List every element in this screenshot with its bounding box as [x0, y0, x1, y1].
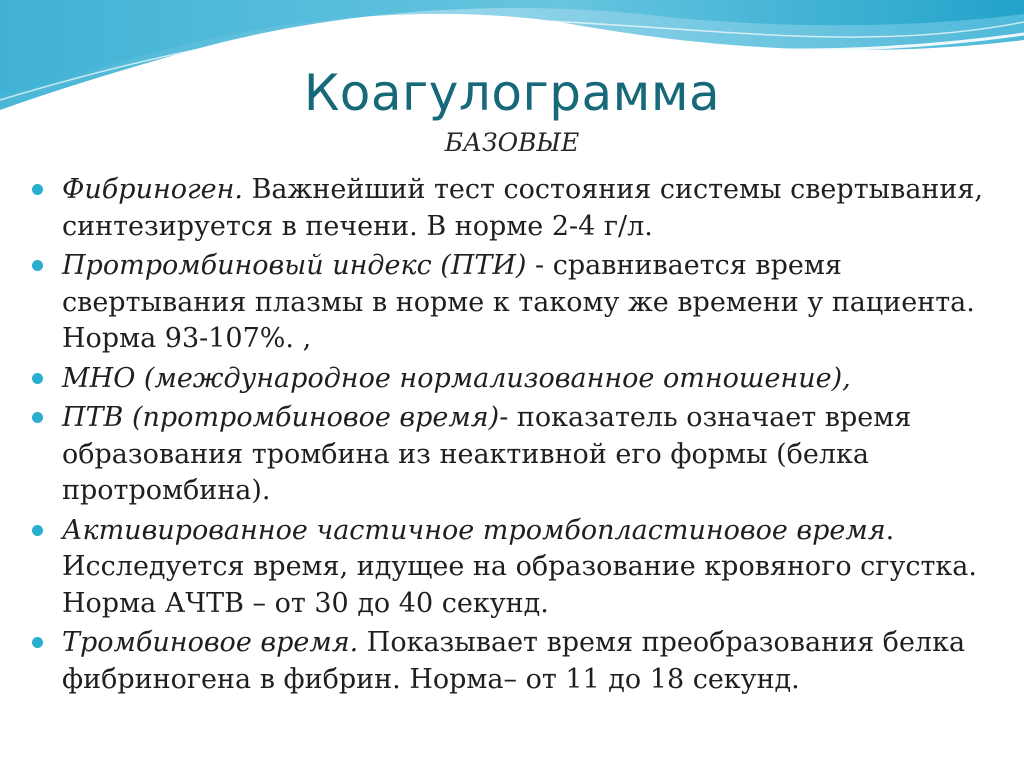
item-text: - сравнивается время свертывания плазмы в норме к такому же времени у пациента. Норма 93-107%. ,: [62, 250, 975, 354]
bullet-dot-icon: [32, 184, 43, 195]
item-term: Активированное частичное тромбопластиновое время: [62, 514, 886, 546]
bullet-dot-icon: [32, 637, 43, 648]
item-text: - показатель означает время образования тромбина из неактивной его формы (белка протромбина).: [62, 402, 912, 506]
bullet-dot-icon: [32, 412, 43, 423]
slide-subtitle: БАЗОВЫЕ: [444, 128, 580, 157]
item-text: . Исследуется время, идущее на образование кровяного сгустка. Норма АЧТВ – от 30 до 40 секунд.: [62, 514, 977, 619]
list-item: [28, 625, 988, 698]
item-text: Важнейший тест состояния системы свертывания, синтезируется в печени. В норме 2-4 г/л.: [62, 174, 984, 242]
item-term: Фибриноген.: [62, 174, 243, 205]
list-item: [28, 172, 988, 245]
item-term: МНО (международное нормализованное отношение),: [62, 362, 851, 394]
list-item: [28, 361, 988, 398]
list-item: [28, 248, 988, 358]
bullet-dot-icon: [32, 525, 43, 536]
item-term: ПТВ (протромбиновое время): [62, 402, 500, 433]
item-text: Показывает время преобразования белка фибриногена в фибрин. Норма– от 11 до 18 секунд.: [62, 627, 966, 695]
bullet-list: [28, 172, 988, 701]
bullet-dot-icon: [32, 373, 43, 384]
list-item: [28, 513, 988, 623]
bullet-dot-icon: [32, 260, 43, 271]
item-term: Тромбиновое время.: [62, 627, 359, 658]
item-term: Протромбиновый индекс (ПТИ): [62, 250, 527, 281]
slide-title: Коагулограмма: [303, 64, 721, 122]
list-item: [28, 400, 988, 510]
